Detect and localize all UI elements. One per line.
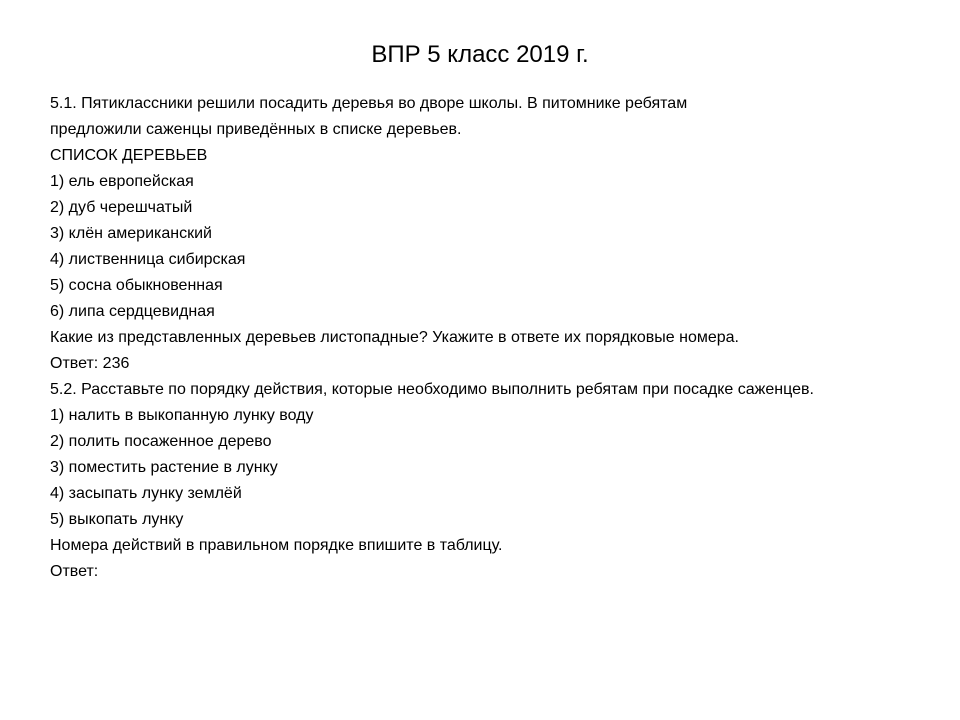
q1-intro-line-1: 5.1. Пятиклассники решили посадить деревья во дворе школы. В питомнике ребятам	[50, 95, 688, 112]
q2-instruction: Номера действий в правильном порядке впишите в таблицу.	[50, 537, 503, 554]
q2-list-item: 4) засыпать лунку землёй	[50, 485, 242, 502]
q1-answer: Ответ: 236	[50, 355, 130, 372]
q1-list-item: 3) клён американский	[50, 225, 212, 242]
q1-list-item: 2) дуб черешчатый	[50, 199, 193, 216]
q1-list-header: СПИСОК ДЕРЕВЬЕВ	[50, 147, 208, 164]
q1-question: Какие из представленных деревьев листопадные? Укажите в ответе их порядковые номера.	[50, 329, 739, 346]
q2-list-item: 2) полить посаженное дерево	[50, 433, 272, 450]
q2-list-item: 5) выкопать лунку	[50, 511, 184, 528]
q2-list-item: 1) налить в выкопанную лунку воду	[50, 407, 314, 424]
q1-list-item: 5) сосна обыкновенная	[50, 277, 223, 294]
q2-answer: Ответ:	[50, 563, 99, 580]
q1-list-item: 4) лиственница сибирская	[50, 251, 246, 268]
q1-intro-line-2: предложили саженцы приведённых в списке деревьев.	[50, 121, 462, 138]
slide-content	[50, 91, 880, 585]
slide-title: ВПР 5 класс 2019 г.	[371, 41, 589, 68]
q2-intro: 5.2. Расставьте по порядку действия, которые необходимо выполнить ребятам при посадке саженцев.	[50, 381, 814, 398]
q1-list-item: 6) липа сердцевидная	[50, 303, 215, 320]
q2-list-item: 3) поместить растение в лунку	[50, 459, 278, 476]
q1-list-item: 1) ель европейская	[50, 173, 194, 190]
